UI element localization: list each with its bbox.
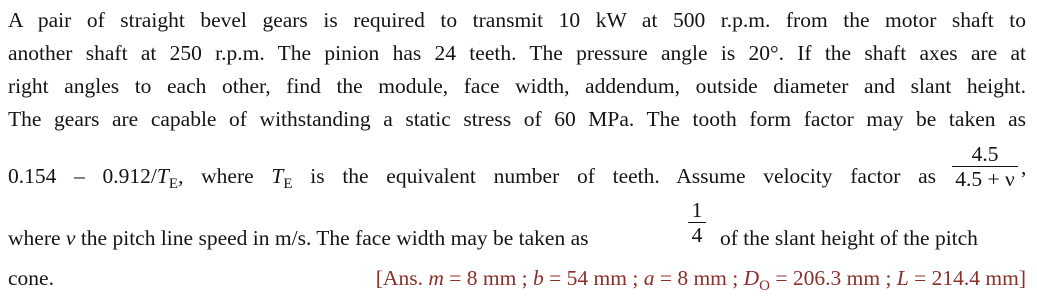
outside-diameter-subscript: O [759,278,770,294]
pitch-line-sentence [8,225,589,251]
addendum-symbol: a [643,266,655,290]
answer-label: [Ans. [375,266,429,290]
module-value: = 8 mm ; [443,266,534,290]
teeth-symbol-2: T [271,164,284,188]
face-width-value: = 54 mm ; [543,266,644,290]
problem-line-1: A pair of straight bevel gears is required to transmit 10 kW at 500 r.p.m. from the motor shaft to [8,8,1026,32]
slant-height-text: of the slant height of the pitch [720,226,978,250]
quarter-fraction [688,198,706,247]
velocity-factor-text: is the equivalent number of teeth. Assume velocity factor as [310,164,937,188]
form-factor-sentence [8,163,937,192]
quarter-denominator: 4 [691,223,703,247]
problem-line-4: The gears are capable of withstanding a static stress of 60 MPa. The tooth form factor may be taken as [8,107,1026,131]
outside-diameter-value: = 206.3 mm ; [770,266,897,290]
fraction-comma: , [1021,155,1027,179]
problem-text-block [8,0,1030,302]
velocity-factor-fraction [952,142,1018,191]
teeth-symbol: T [156,164,169,188]
module-symbol: m [428,266,444,290]
face-width-text: the pitch line speed in m/s. The face width may be taken as [75,226,589,250]
outside-diameter-symbol: D [743,266,760,290]
cone-word: cone. [8,266,54,290]
problem-line-2: another shaft at 250 r.p.m. The pinion has 24 teeth. The pressure angle is 20°. If the shaft axes are at [8,41,1026,65]
answer-line [236,265,1026,294]
addendum-value: = 8 mm ; [654,266,744,290]
problem-line-3: right angles to each other, find the module, face width, addendum, outside diameter and slant height. [8,74,1026,98]
form-factor-constant: 0.154 – 0.912/ [8,164,157,188]
face-width-symbol: b [533,266,544,290]
where-text: , where [178,164,272,188]
slant-height-symbol: L [896,266,909,290]
form-factor-expression [8,164,293,192]
teeth-subscript: E [168,176,179,192]
where-word: where [8,226,66,250]
slant-height-value: = 214.4 mm] [908,266,1026,290]
velocity-factor-denominator: 4.5 + ν [955,167,1015,191]
teeth-subscript-2: E [283,176,293,192]
velocity-symbol: v [65,226,76,250]
quarter-numerator: 1 [691,198,703,222]
velocity-factor-numerator: 4.5 [971,142,999,166]
